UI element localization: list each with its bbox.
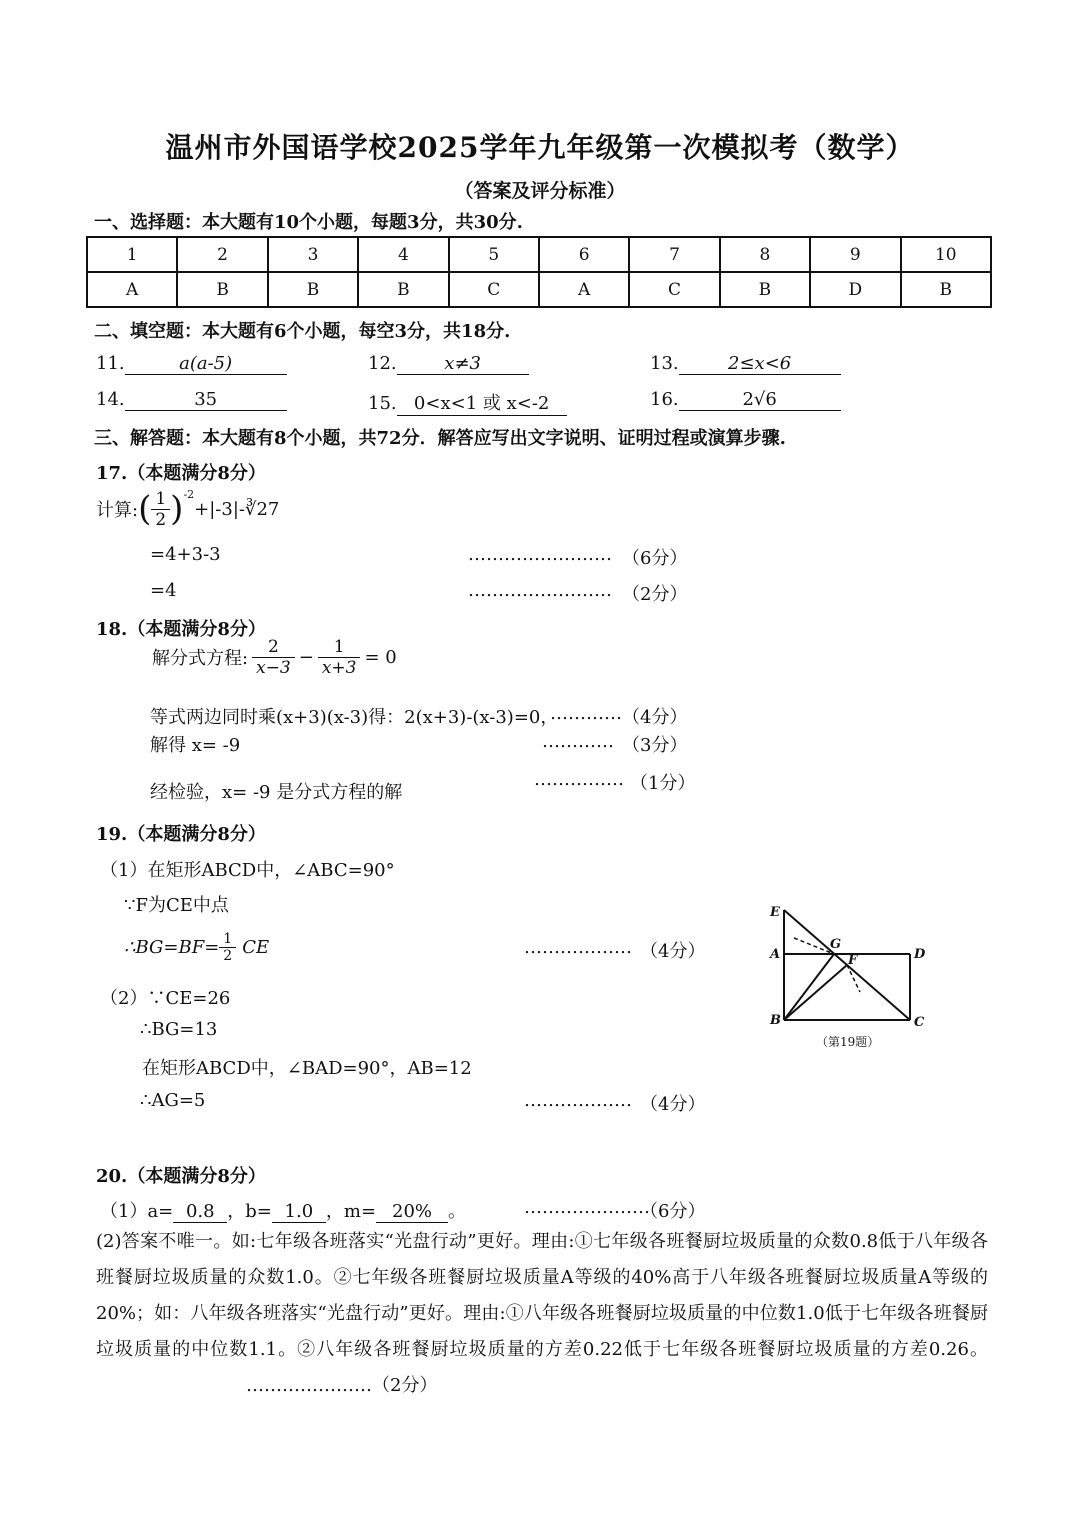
fill-item-16: [650, 389, 841, 411]
table-cell: C: [449, 272, 539, 307]
q20-b-value: 1.0: [272, 1201, 326, 1223]
label-C: C: [914, 1015, 925, 1030]
q18-line3-score: （1分）: [630, 773, 696, 794]
table-cell: A: [539, 272, 629, 307]
line-BG: [784, 954, 834, 1020]
q20-part2-score: （2分）: [372, 1375, 438, 1396]
line-BF: [784, 965, 847, 1020]
table-cell: D: [810, 272, 900, 307]
fill-answer: a(a-5): [125, 353, 287, 375]
frac-num: 1: [318, 637, 361, 658]
table-cell: C: [629, 272, 719, 307]
fill-item-14: [96, 389, 287, 411]
fill-answer: 0<x<1 或 x<-2: [397, 389, 567, 416]
q19-part2-line2: ∴BG=13: [140, 1019, 218, 1040]
table-cell: B: [720, 272, 810, 307]
dashed-arc-2: [847, 965, 860, 992]
table-cell: A: [87, 272, 177, 307]
q17-step2-dots: ……………………: [468, 580, 612, 601]
q18-line1-dots: …………: [550, 703, 622, 724]
label-G: G: [830, 937, 842, 952]
q17-fraction: [151, 489, 170, 530]
q20-m-value: 20%: [376, 1201, 448, 1223]
q20-part2-dots: …………………: [246, 1375, 372, 1396]
table-cell: 7: [629, 237, 719, 272]
q19-part1-score: （4分）: [640, 941, 706, 962]
q19-part2-line4: ∴AG=5: [140, 1090, 206, 1111]
q19-part2-line3: 在矩形ABCD中，∠BAD=90°，AB=12: [142, 1058, 472, 1079]
table-cell: B: [177, 272, 267, 307]
q18-minus: −: [298, 646, 314, 668]
frac-num: 1: [151, 489, 170, 510]
q17-step2-score: （2分）: [622, 584, 688, 605]
fill-number: 16.: [650, 389, 679, 410]
fill-number: 13.: [650, 353, 679, 374]
table-row-answers: [87, 272, 991, 307]
frac-den: 2: [223, 947, 233, 964]
q19-part2-dots: ………………: [524, 1090, 632, 1111]
figure-caption: （第19题）: [816, 1035, 880, 1049]
q18-line2-score: （3分）: [622, 735, 688, 756]
label-F: F: [848, 953, 858, 968]
table-cell: 9: [810, 237, 900, 272]
q17-prompt: 计算:: [96, 500, 139, 521]
dashed-arc-1: [794, 938, 834, 954]
fill-item-11: [96, 353, 287, 375]
label-B: B: [770, 1013, 781, 1028]
q20-title: 20.（本题满分8分）: [96, 1166, 266, 1187]
q18-fraction-2: [318, 637, 361, 678]
q19-figure: [760, 898, 940, 1054]
q19-part1-line2: ∵F为CE中点: [124, 895, 229, 916]
fill-item-12: [368, 353, 529, 375]
fill-item-15: [368, 389, 567, 416]
q20-part1-score: （6分）: [640, 1201, 706, 1222]
q20-part2-text: (2)答案不唯一。如:七年级各班落实“光盘行动”更好。理由:①七年级各班餐厨垃圾质量的众数0.8低于八年级各班餐厨垃圾质量的众数1.0。②七年级各班餐厨垃圾质量A等级的40%高于八年级各班餐厨垃圾质量A等级的20%；如：八年级各班落实“光盘行动”更好。理由:①八年级各班餐厨垃圾质量的中位数1.0低于七年级各班餐厨垃圾质量的中位数1.1。②八年级各班餐厨垃圾质量的方差0.22低于七年级各班餐厨垃圾质量的方差0.26。: [96, 1231, 988, 1360]
fill-answer: 2≤x<6: [679, 353, 841, 375]
fill-number: 14.: [96, 389, 125, 410]
page-subtitle: （答案及评分标准）: [454, 180, 626, 202]
q20-a-value: 0.8: [173, 1201, 227, 1223]
table-cell: B: [901, 272, 991, 307]
q18-line3: 经检验，x= -9 是分式方程的解: [150, 782, 403, 803]
q20-b-label: ，b=: [227, 1201, 272, 1222]
q19-ce: CE: [242, 936, 270, 958]
table-cell: B: [268, 272, 358, 307]
q18-title: 18.（本题满分8分）: [96, 619, 266, 640]
q17-expression: [96, 486, 279, 532]
q19-part1-line1: （1）在矩形ABCD中，∠ABC=90°: [100, 860, 395, 881]
table-row-numbers: [87, 237, 991, 272]
frac-num: 1: [219, 931, 236, 948]
page-title: 温州市外国语学校2025学年九年级第一次模拟考（数学）: [165, 131, 915, 164]
table-cell: 5: [449, 237, 539, 272]
q20-a-label: （1）a=: [100, 1201, 174, 1222]
table-cell: 1: [87, 237, 177, 272]
q18-line3-dots: ……………: [534, 769, 624, 790]
fill-item-13: [650, 353, 841, 375]
table-cell: B: [358, 272, 448, 307]
q17-rest: +|-3|-∛27: [194, 498, 280, 520]
q17-exponent: -2: [183, 488, 195, 501]
paren-open: (: [138, 489, 152, 529]
q19-bg-bf: ∴BG=BF=: [124, 936, 220, 958]
table-cell: 3: [268, 237, 358, 272]
q17-step1-dots: ……………………: [468, 544, 612, 565]
table-cell: 6: [539, 237, 629, 272]
q19-title: 19.（本题满分8分）: [96, 824, 266, 845]
q17-step1-score: （6分）: [622, 548, 688, 569]
q18-line1-score: （4分）: [622, 707, 688, 728]
q20-part1-dots: …………………: [524, 1197, 650, 1218]
label-D: D: [914, 947, 926, 962]
q18-equals: = 0: [364, 646, 397, 668]
q17-step1: =4+3-3: [150, 544, 221, 565]
table-cell: 2: [177, 237, 267, 272]
q20-part1: [100, 1197, 466, 1223]
fill-answer: 2√6: [679, 389, 841, 411]
fill-number: 11.: [96, 353, 125, 374]
q20-m-label: ，m=: [325, 1201, 377, 1222]
q18-line2-dots: …………: [542, 731, 614, 752]
section3-heading: 三、解答题：本大题有8个小题，共72分．解答应写出文字说明、证明过程或演算步骤.: [94, 428, 786, 449]
q19-part1-line3: [124, 924, 269, 970]
q18-prompt: 解分式方程:: [152, 648, 249, 669]
label-E: E: [770, 905, 780, 920]
table-cell: 8: [720, 237, 810, 272]
fill-number: 12.: [368, 353, 397, 374]
q20-period: 。: [448, 1201, 467, 1222]
q19-half-fraction: [219, 931, 236, 964]
frac-den: x+3: [321, 657, 357, 678]
table-cell: 10: [901, 237, 991, 272]
fill-number: 15.: [368, 393, 397, 414]
table-cell: 4: [358, 237, 448, 272]
q18-line2: 解得 x= -9: [150, 735, 241, 756]
q18-fraction-1: [252, 637, 295, 678]
label-A: A: [770, 947, 781, 962]
q18-line1: 等式两边同时乘(x+3)(x-3)得：2(x+3)-(x-3)=0，: [150, 707, 559, 728]
q20-part2: [96, 1224, 988, 1404]
frac-den: 2: [155, 509, 167, 530]
paren-close: ): [170, 489, 184, 529]
fill-answer: x≠3: [397, 353, 529, 375]
q17-step2: =4: [150, 580, 177, 601]
q17-title: 17.（本题满分8分）: [96, 463, 266, 484]
frac-num: 2: [252, 637, 295, 658]
fill-answer: 35: [125, 389, 287, 411]
frac-den: x−3: [256, 657, 291, 678]
q19-part2-line1: （2）∵CE=26: [100, 988, 231, 1009]
q19-part2-score: （4分）: [640, 1094, 706, 1115]
choice-answer-table: [86, 236, 992, 308]
q19-part1-dots: ………………: [524, 937, 632, 958]
section2-heading: 二、填空题：本大题有6个小题，每空3分，共18分.: [94, 321, 511, 342]
q18-equation: [152, 632, 397, 682]
section1-heading: 一、选择题：本大题有10个小题，每题3分，共30分.: [94, 212, 523, 233]
